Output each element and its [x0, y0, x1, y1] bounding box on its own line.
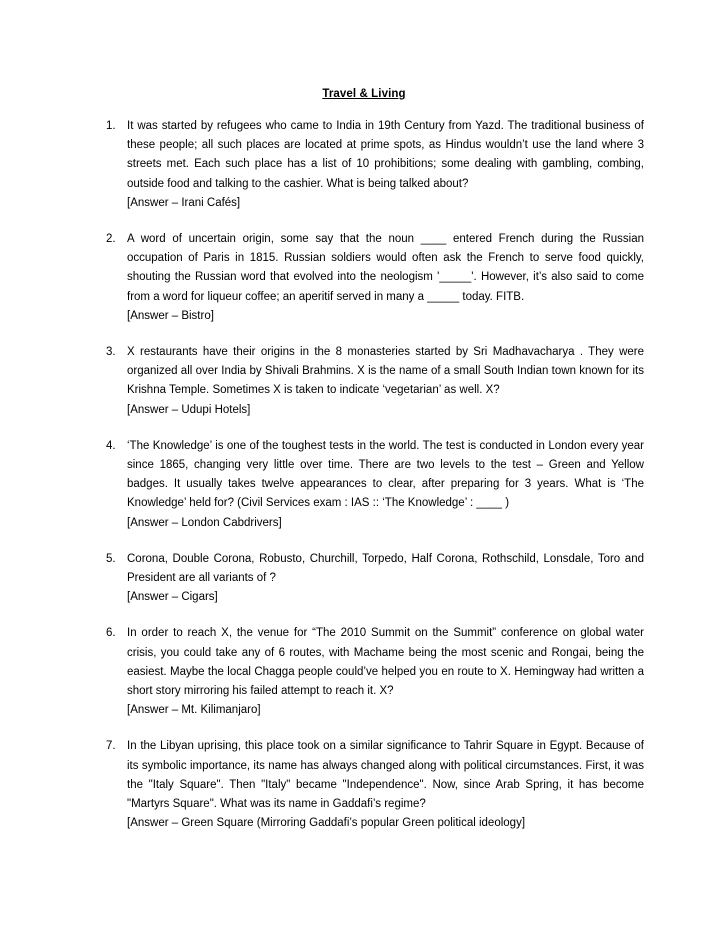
- document-title: Travel & Living: [322, 88, 406, 100]
- question-answer: [Answer – Green Square (Mirroring Gaddafi’s popular Green political ideology]: [127, 817, 526, 830]
- question-number: 3.: [106, 346, 116, 359]
- question-number: 5.: [106, 552, 116, 565]
- question-item: [106, 343, 644, 420]
- question-text: In the Libyan uprising, this place took on a similar significance to Tahrir Square in Egypt. Because of its symbolic importance, its name has always changed along with political circumstances. First, it was the "Italy Square". Then "Italy" became "Independence". Now, since Arab Spring, it has become "Martyrs Square". What was its name in Gaddafi’s regime?: [127, 740, 644, 811]
- question-item: [106, 624, 644, 720]
- question-number: 1.: [106, 120, 116, 132]
- question-text: In order to reach X, the venue for “The 2010 Summit on the Summit” conference on global water crisis, you could take any of 6 routes, with Machame being the most scenic and Rongai, being the easiest. Maybe the local Chagga people could’ve helped you en route to X. Hemingway had written a short story mirroring his failed attempt to reach it. X?: [127, 627, 644, 698]
- question-answer: [Answer – Cigars]: [127, 591, 218, 604]
- question-item: [106, 550, 644, 608]
- question-number: 6.: [106, 627, 116, 640]
- question-number: 7.: [106, 740, 116, 753]
- question-text: A word of uncertain origin, some say that the noun ____ entered French during the Russian occupation of Paris in 1815. Russian soldiers would often ask the French to serve food quickly, shouting the Russian word that evolved into the neologism '_____'. However, it’s also said to come from a word for liqueur coffee; an aperitif served in many a _____ today. FITB.: [127, 233, 644, 303]
- question-text: ‘The Knowledge’ is one of the toughest tests in the world. The test is conducted in London every year since 1865, changing very little over time. There are two levels to the test – Green and Yellow badges. It usually takes twelve appearances to clear, after preparing for 3 years. What is ‘The Knowledge’ held for? (Civil Services exam : IAS :: ‘The Knowledge’ : ____ ): [127, 439, 644, 510]
- question-text: Corona, Double Corona, Robusto, Churchill, Torpedo, Half Corona, Rothschild, Lonsdale, Toro and President are all variants of ?: [127, 552, 644, 585]
- question-text: X restaurants have their origins in the 8 monasteries started by Sri Madhavacharya . They were organized all over India by Shivali Brahmins. X is the name of a small South Indian town known for its Krishna Temple. Sometimes X is taken to indicate ‘vegetarian’ as well. X?: [127, 346, 644, 397]
- question-list: [106, 117, 644, 851]
- question-answer: [Answer – Bistro]: [127, 309, 214, 322]
- question-answer: [Answer – London Cabdrivers]: [127, 516, 282, 529]
- question-item: [106, 230, 644, 326]
- question-answer: [Answer – Irani Cafés]: [127, 196, 241, 209]
- question-item: [106, 437, 644, 533]
- question-text: It was started by refugees who came to India in 19th Century from Yazd. The traditional business of these people; all such places are located at prime spots, as Hindus wouldn’t use the land where 3 streets met. Each such place has a list of 10 prohibitions; some dealing with gambling, combing, outside food and talking to the cashier. What is being talked about?: [127, 120, 644, 190]
- question-number: 2.: [106, 233, 116, 246]
- question-answer: [Answer – Mt. Kilimanjaro]: [127, 704, 261, 717]
- question-item: [106, 737, 644, 833]
- question-answer: [Answer – Udupi Hotels]: [127, 403, 251, 416]
- question-number: 4.: [106, 439, 116, 452]
- question-item: [106, 117, 644, 213]
